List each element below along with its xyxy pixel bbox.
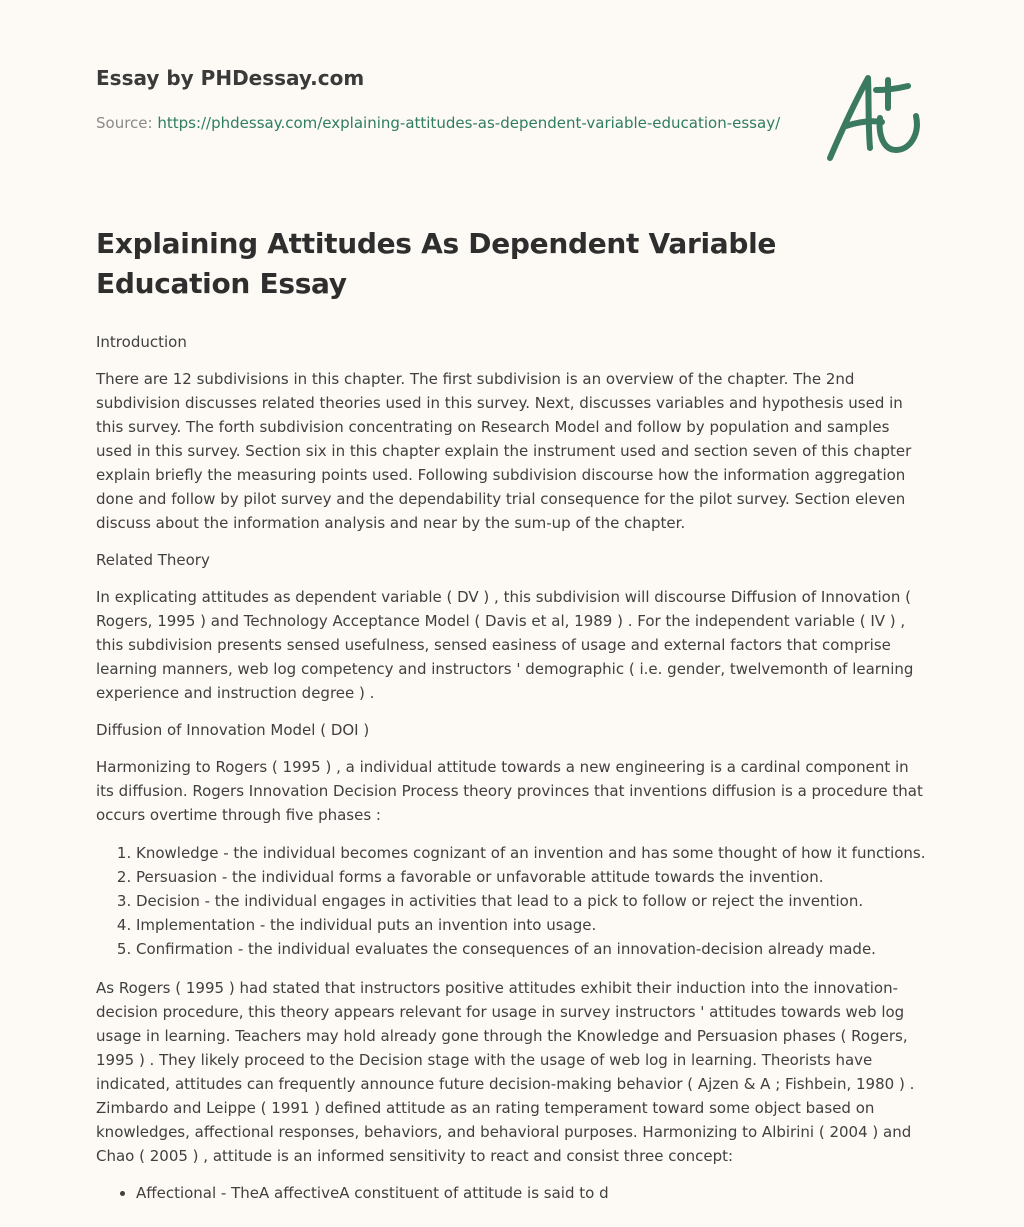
site-title: Essay by PHDessay.com [96,66,365,90]
a-plus-grade-icon [822,70,926,164]
source-line [96,111,796,135]
section-heading-doi-model: Diffusion of Innovation Model ( DOI ) [96,721,370,739]
list-item: 3. Decision - the individual engages in activities that lead to a pick to follow or reject the invention. [136,889,930,913]
list-item: 5. Confirmation - the individual evaluates the consequences of an innovation-decision already made. [136,937,930,961]
source-link[interactable]: https://phdessay.com/explaining-attitudes-as-dependent-variable-education-essay/ [157,114,781,132]
page-header [96,62,796,135]
doi-paragraph: Harmonizing to Rogers ( 1995 ) , a individual attitude towards a new engineering is a cardinal component in its diffusion. Rogers Innovation Decision Process theory provinces that inventions diffusion is a procedure that occurs overtime through five phases : [96,758,923,824]
section-heading-introduction: Introduction [96,333,187,351]
list-item: 4. Implementation - the individual puts an invention into usage. [136,913,930,937]
list-item: 1. Knowledge - the individual becomes cognizant of an invention and has some thought of how it functions. [136,841,930,865]
article [96,224,930,1218]
related-theory-paragraph: In explicating attitudes as dependent variable ( DV ) , this subdivision will discourse Diffusion of Innovation ( Rogers, 1995 ) and Technology Acceptance Model ( Davis et al, 1989 ) . For the independent variable ( IV ) , this subdivision presents sensed usefulness, sensed easiness of usage and external factors that comprise learning manners, web log competency and instructors ' demographic ( i.e. gender, twelvemonth of learning experience and instruction degree ) . [96,588,914,702]
intro-paragraph: There are 12 subdivisions in this chapter. The first subdivision is an overview of the chapter. The 2nd subdivision discusses related theories used in this survey. Next, discusses variables and hypothesis used in this survey. The forth subdivision concentrating on Research Model and follow by population and samples used in this survey. Section six in this chapter explain the instrument used and section seven of this chapter explain briefly the measuring points used. Following subdivision discourse how the information aggregation done and follow by pilot survey and the dependability trial consequence for the pilot survey. Section eleven discuss about the information analysis and near by the sum-up of the chapter. [96,370,912,532]
article-title: Explaining Attitudes As Dependent Variable Education Essay [96,227,777,300]
list-item: • Affectional - TheA affectiveA constituent of attitude is said to d [136,1181,930,1205]
phases-list [96,841,930,961]
source-label: Source: [96,114,158,132]
list-item: 2. Persuasion - the individual forms a favorable or unfavorable attitude towards the invention. [136,865,930,889]
concepts-list [96,1181,930,1205]
section-heading-related-theory: Related Theory [96,551,210,569]
rogers-paragraph: As Rogers ( 1995 ) had stated that instructors positive attitudes exhibit their induction into the innovation-decision procedure, this theory appears relevant for usage in survey instructors ' attitudes towards web log usage in learning. Teachers may hold already gone through the Knowledge and Persuasion phases ( Rogers, 1995 ) . They likely proceed to the Decision stage with the usage of web log in learning. Theorists have indicated, attitudes can frequently announce future decision-making behavior ( Ajzen & A ; Fishbein, 1980 ) . Zimbardo and Leippe ( 1991 ) defined attitude as an rating temperament toward some object based on knowledges, affectional responses, behaviors, and behavioral purposes. Harmonizing to Albirini ( 2004 ) and Chao ( 2005 ) , attitude is an informed sensitivity to react and consist three concept: [96,979,915,1165]
